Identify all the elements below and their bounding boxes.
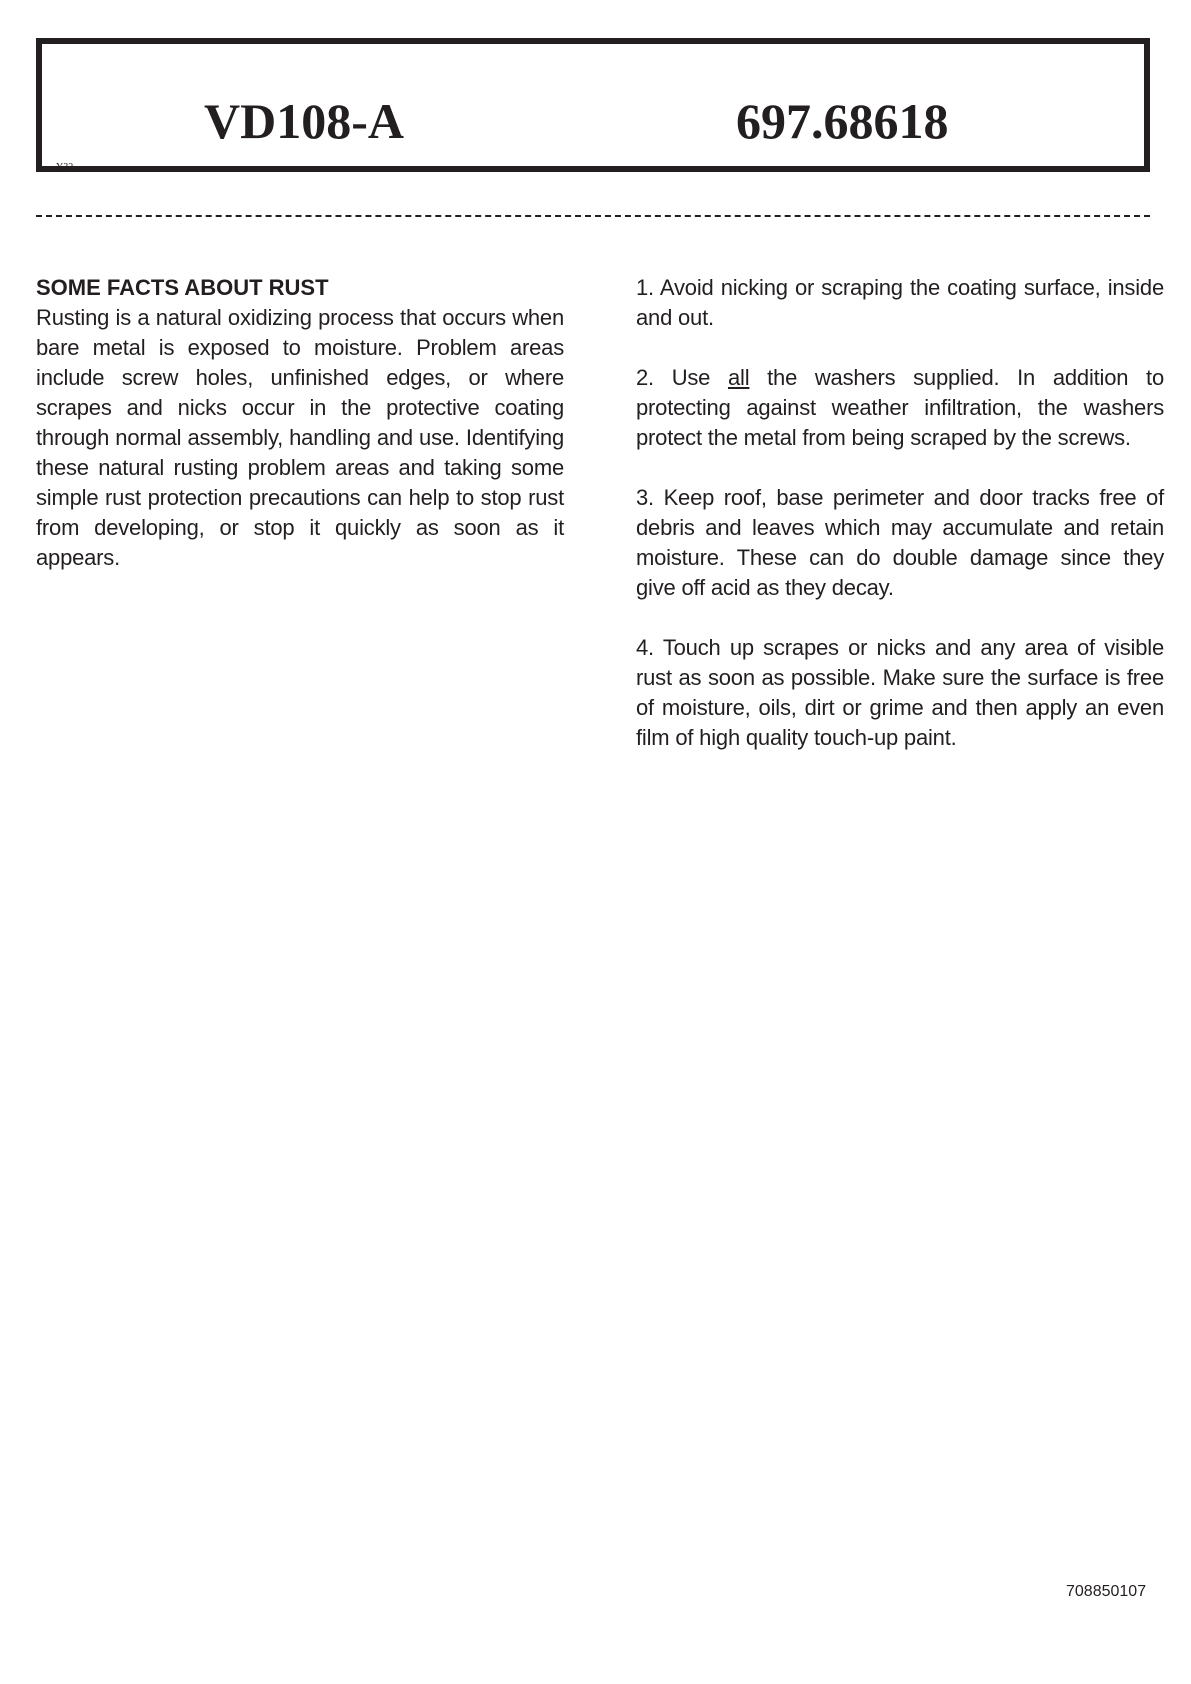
box-code: Y32 (56, 162, 74, 173)
rust-facts-paragraph: Rusting is a natural oxidizing process that occurs when bare metal is exposed to moisture. Problem areas include screw holes, unfinished edges, or where scrapes and nicks occur in the protective coating through normal assembly, handling and use. Identifying these natural rusting problem areas and taking some simple rust protection precautions can help to stop rust from developing, or stop it quickly as soon as it appears. (36, 305, 564, 570)
document-number: 708850107 (1066, 1583, 1147, 1600)
tip-2 (636, 363, 1164, 453)
tip-2-prefix: 2. Use (636, 365, 728, 390)
tip-3: 3. Keep roof, base perimeter and door tracks free of debris and leaves which may accumulate and retain moisture. These can do double damage since they give off acid as they decay. (636, 485, 1164, 600)
model-number-left: VD108-A (204, 93, 404, 149)
model-number-right: 697.68618 (736, 93, 949, 149)
left-column (36, 273, 564, 573)
tip-2-suffix: the washers supplied. In addition to protecting against weather infiltration, the washers protect the metal from being scraped by the screws. (636, 365, 1164, 450)
dashed-cut-line (36, 215, 1150, 217)
tip-2-emphasis: all (727, 365, 750, 390)
right-column (636, 273, 1164, 753)
tip-4: 4. Touch up scrapes or nicks and any area of visible rust as soon as possible. Make sure the surface is free of moisture, oils, dirt or grime and then apply an even film of high quality touch-up paint. (636, 635, 1164, 750)
header-box (36, 38, 1150, 172)
section-heading: SOME FACTS ABOUT RUST (36, 275, 329, 300)
tip-1: 1. Avoid nicking or scraping the coating surface, inside and out. (636, 275, 1164, 330)
